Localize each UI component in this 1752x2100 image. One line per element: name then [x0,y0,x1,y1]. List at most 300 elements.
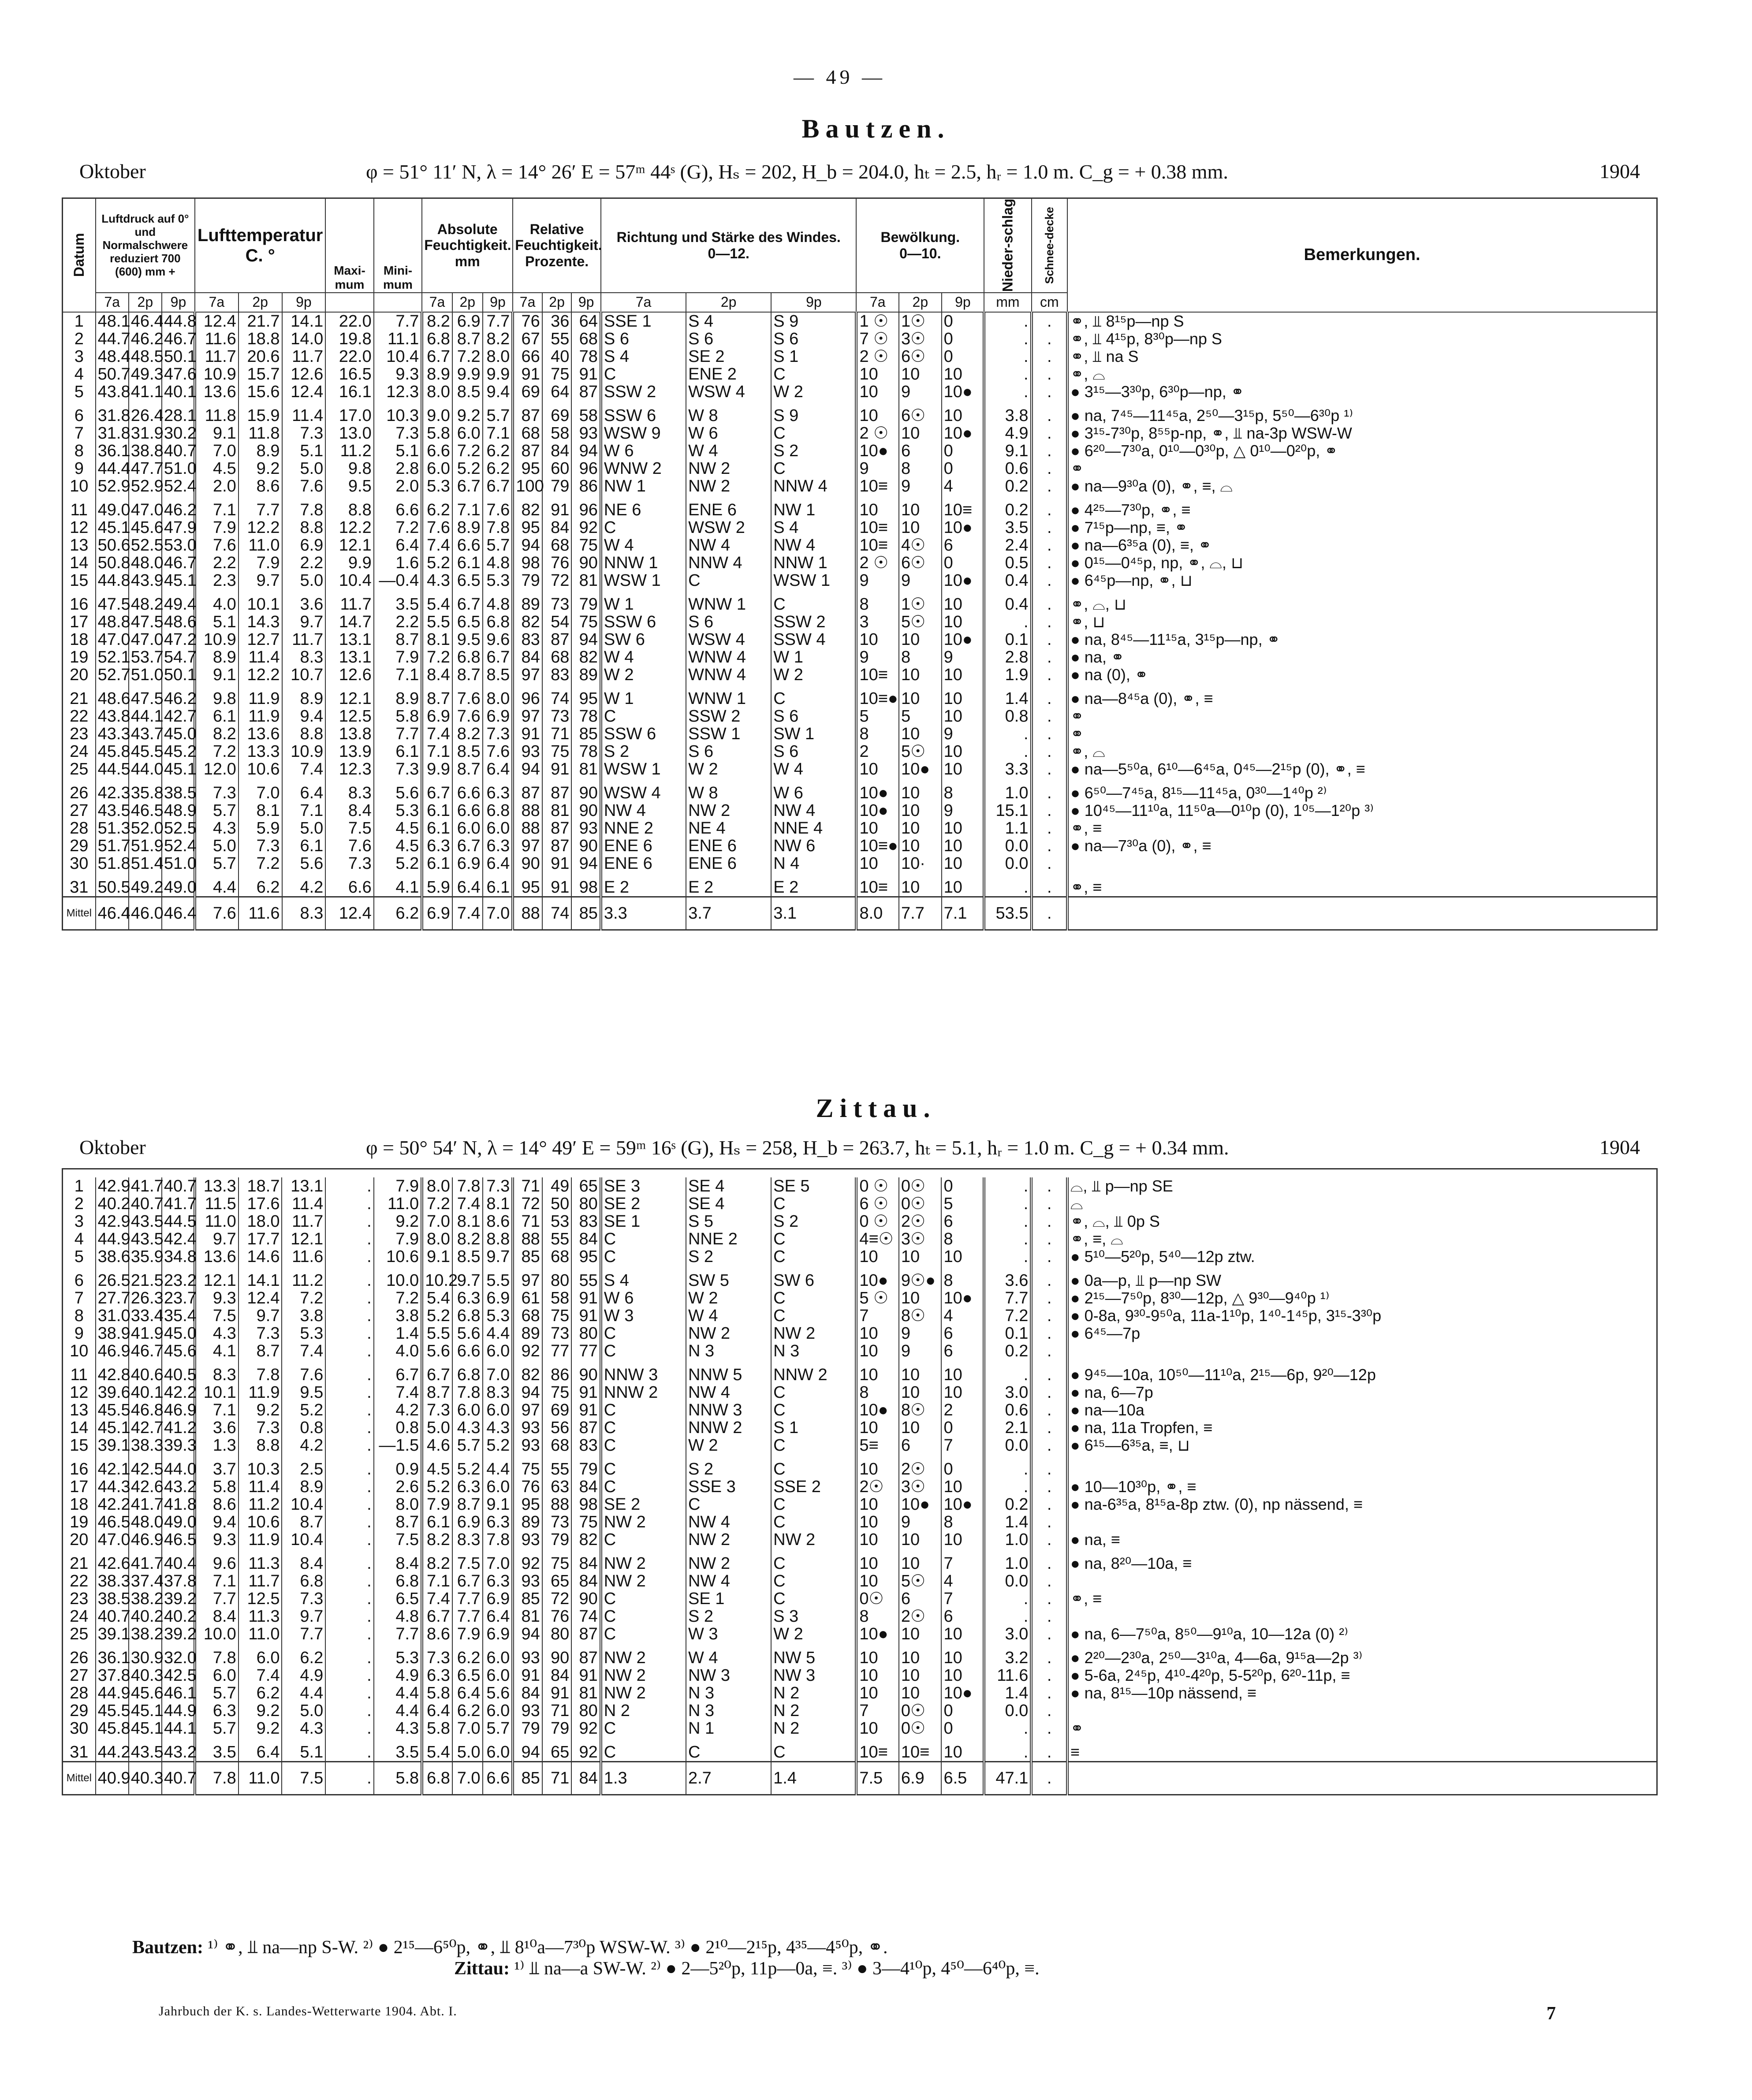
cell-t7a: 4.1 [195,1342,239,1360]
table-row [63,1342,1657,1360]
cell-r2p: 73 [542,589,572,613]
cell-b2p: 4☉ [899,536,942,554]
cell-r2p: 73 [542,1513,572,1531]
cell-r9p: 78 [571,348,601,365]
cell-t2p: 6.0 [239,1643,282,1667]
table-row [63,1248,1657,1266]
cell-b9p: 4 [941,1572,984,1590]
cell-schnee: . [1032,348,1068,365]
cell-t2p: 7.3 [239,1419,282,1437]
cell-t2p: 8.8 [239,1437,282,1454]
table-row [63,725,1657,743]
cell-r7a: 91 [513,365,542,383]
cell-b7a: 10 [856,855,899,872]
cell-a9p: 5.6 [483,1684,513,1702]
cell-tmax: . [325,1248,373,1266]
cell-r9p: 94 [571,631,601,648]
cell-r7a: 97 [513,837,542,855]
cell-r9p: 95 [571,684,601,707]
cell-lp9p: 47.9 [162,519,195,536]
cell-lp9p: 42.2 [162,1384,195,1401]
cell-datum: 23 [63,725,96,743]
cell-tmin: 4.5 [374,819,422,837]
cell-b2p: 10 [899,666,942,684]
cell-w2p: NW 2 [686,802,771,819]
cell-a2p: 5.7 [452,1437,483,1454]
cell-b9p: 10● [942,572,984,589]
signature-number: 7 [1547,2003,1556,2024]
cell-a2p: 6.6 [452,802,483,819]
cell-a7a: 6.7 [422,348,452,365]
cell-r9p: 85 [571,725,601,743]
cell-b9p: 8 [942,778,984,802]
cell-r9p: 91 [571,1289,601,1307]
cell-nied: . [984,743,1031,760]
cell-w2p: NW 2 [686,1325,771,1342]
cell-r2p: 79 [542,477,572,495]
cell-w2p: S 6 [686,743,771,760]
cell-r2p: 87 [542,837,572,855]
cell-b7a: 10● [856,442,899,460]
cell-a9p: 8.1 [483,1195,513,1213]
cell-w2p: SE 2 [686,348,771,365]
header-bewoelkung: Bewölkung. 0—10. [856,198,984,293]
cell-datum: 19 [63,1513,96,1531]
cell-b2p: 10● [899,1496,942,1513]
cell-bemerk: ● 6⁴⁵—7p [1067,1325,1657,1342]
cell-nied: 0.4 [984,589,1031,613]
cell-r9p: 96 [571,460,601,477]
cell-w9p: S 9 [771,401,856,424]
cell-r2p: 40 [542,348,572,365]
footnote-text: ¹⁾ ⚭, ⫫ na—np S-W. ²⁾ ● 2¹⁵—6⁵⁰p, ⚭, ⫫ 8¹⁰a—7³⁰p WSW-W. ³⁾ ● 2¹⁰—2¹⁵p, 4³⁵—4⁵⁰p, ⚭. [208,1937,888,1958]
cell-bemerk: ⚭, ≡, ⌓ [1067,1230,1657,1248]
cell-bemerk: ⚭, ≡ [1067,872,1657,897]
table-row [63,707,1657,725]
cell-bemerk: ⚭, ≡ [1067,1590,1657,1608]
cell-r7a: 87 [513,401,542,424]
cell-schnee: . [1032,383,1068,401]
cell-b7a: 10 [856,383,899,401]
cell-a9p: 8.0 [483,684,513,707]
cell-tmax: . [325,1360,373,1384]
cell-r7a: 95 [513,872,542,897]
cell-t7a: 9.3 [195,1531,239,1549]
cell-b9p: 0 [942,442,984,460]
year-label: 1904 [1599,1136,1640,1158]
cell-nied: . [984,1608,1031,1625]
table-row [63,1643,1657,1667]
cell-b2p: 9☉● [899,1266,942,1289]
cell-b7a: 10 [856,495,899,519]
cell-tmin: 7.4 [374,1384,422,1401]
cell-t9p: 4.2 [282,1437,325,1454]
cell-lp2p: 40.7 [129,1195,162,1213]
cell-lp9p: 42.4 [162,1230,195,1248]
cell-lp9p: 46.2 [162,684,195,707]
cell-t7a: 12.0 [195,760,239,778]
cell-lp7a: 52.1 [96,648,129,666]
cell-a9p: 7.0 [483,897,513,930]
cell-bemerk [1067,1454,1657,1478]
cell-t2p: 18.8 [239,330,282,348]
cell-w9p: E 2 [771,872,856,897]
cell-a2p: 6.8 [452,1307,483,1325]
cell-t7a: 9.7 [195,1230,239,1248]
cell-w9p: C [771,684,856,707]
cell-lp2p: 48.5 [129,348,162,365]
cell-nied: 0.0 [984,1437,1031,1454]
cell-nied: 7.2 [984,1307,1031,1325]
cell-lp7a: 46.5 [96,1513,129,1531]
cell-b9p: 10● [942,519,984,536]
cell-t9p: 12.1 [282,1230,325,1248]
cell-lp7a: 48.4 [96,348,129,365]
cell-bemerk: ● na, 7⁴⁵—11⁴⁵a, 2⁵⁰—3¹⁵p, 5⁵⁰—6³⁰p ¹⁾ [1067,401,1657,424]
cell-r2p: 65 [542,1572,572,1590]
cell-w9p: C [771,589,856,613]
cell-a2p: 6.7 [452,589,483,613]
header-luftdruck: Luftdruck auf 0° und Normalschwere reduziert 700 (600) mm + [96,198,195,293]
cell-lp9p: 45.6 [162,1342,195,1360]
cell-a9p: 6.0 [483,1643,513,1667]
cell-nied: . [984,1454,1031,1478]
cell-datum: 1 [63,312,96,330]
cell-r9p: 77 [571,1342,601,1360]
cell-b9p: 6 [942,536,984,554]
cell-t9p: 5.1 [282,1737,325,1762]
cell-r2p: 55 [542,1230,572,1248]
cell-w7a: WNW 2 [601,460,686,477]
cell-bemerk: ⚭, ≡ [1067,819,1657,837]
cell-bemerk: ● na—8⁴⁵a (0), ⚭, ≡ [1067,684,1657,707]
cell-a7a: 9.1 [422,1248,452,1266]
subheader-cell: 7a [195,293,239,312]
cell-t7a: 3.7 [195,1454,239,1478]
cell-t9p: 11.7 [282,631,326,648]
cell-b2p: 9 [899,1342,942,1360]
cell-a7a: 6.9 [422,707,452,725]
cell-nied: 0.0 [984,1702,1031,1720]
page-number: — 49 — [794,66,886,88]
cell-b9p: 10● [941,1289,984,1307]
cell-w9p: S 1 [771,348,856,365]
table-row [63,666,1657,684]
cell-a7a: 6.3 [422,1667,452,1684]
cell-r2p: 75 [542,1384,572,1401]
cell-w9p: N 4 [771,855,856,872]
cell-a7a: 8.9 [422,365,452,383]
cell-t9p: 10.7 [282,666,326,684]
cell-lp2p: 38.8 [129,442,162,460]
cell-lp9p: 48.6 [162,613,195,631]
journal-line: Jahrbuch der K. s. Landes-Wetterwarte 1904. Abt. I. [159,2004,457,2018]
cell-w7a: C [601,1608,686,1625]
cell-r7a: 85 [513,1762,542,1795]
cell-schnee: . [1031,1454,1067,1478]
cell-schnee: . [1031,1248,1067,1266]
cell-datum: 15 [63,1437,96,1454]
cell-w7a: NE 6 [601,495,686,519]
cell-tmax: 9.9 [325,554,373,572]
cell-lp2p: 37.4 [129,1572,162,1590]
cell-tmin: 7.9 [374,1230,422,1248]
cell-w2p: W 4 [686,442,771,460]
cell-tmin: 10.0 [374,1266,422,1289]
subheader-cell: 7a [513,293,542,312]
cell-datum: 29 [63,1702,96,1720]
cell-lp9p: 46.2 [162,495,195,519]
cell-bemerk: ● na, ⚭ [1067,648,1657,666]
cell-b7a: 10 [856,365,899,383]
cell-w9p: N 2 [771,1684,856,1702]
cell-datum: 6 [63,401,96,424]
cell-a9p: 4.4 [483,1325,513,1342]
cell-b2p: 1☉ [899,312,942,330]
cell-b7a: 10 [856,1454,899,1478]
cell-lp9p: 46.7 [162,330,195,348]
cell-b9p: 10 [942,666,984,684]
cell-a9p: 5.7 [483,401,513,424]
cell-r7a: 97 [513,1266,542,1289]
cell-w9p: NW 6 [771,837,856,855]
cell-a7a: 5.4 [422,1737,452,1762]
cell-a7a: 8.0 [422,383,452,401]
cell-datum: 26 [63,778,96,802]
cell-a2p: 8.2 [452,1230,483,1248]
cell-bemerk: ● 2²⁰—2³⁰a, 2⁵⁰—3¹⁰a, 4—6a, 9¹⁵a—2p ³⁾ [1067,1643,1657,1667]
cell-r2p: 71 [542,725,572,743]
cell-nied: 1.0 [984,1549,1031,1572]
cell-t2p: 21.7 [239,312,282,330]
cell-t7a: 7.1 [195,495,239,519]
cell-a9p: 8.3 [483,1384,513,1401]
cell-t7a: 8.6 [195,1496,239,1513]
cell-w9p: W 2 [771,666,856,684]
cell-tmax: 13.1 [325,631,373,648]
cell-t9p: 13.1 [282,1177,325,1195]
cell-t2p: 12.2 [239,666,282,684]
cell-t9p: 11.2 [282,1266,325,1289]
cell-tmax: . [325,1762,373,1795]
cell-lp9p: 28.1 [162,401,195,424]
cell-t9p: 6.8 [282,1572,325,1590]
cell-t2p: 10.3 [239,1454,282,1478]
cell-tmin: 4.8 [374,1608,422,1625]
cell-bemerk: ⚭, ⊔ [1067,613,1657,631]
cell-t9p: 8.3 [282,648,326,666]
cell-b9p: 7.1 [942,897,984,930]
cell-nied: 0.4 [984,572,1031,589]
cell-t7a: 12.4 [195,312,239,330]
cell-schnee: . [1032,743,1068,760]
cell-r2p: 75 [542,1549,572,1572]
cell-datum: 18 [63,1496,96,1513]
cell-b7a: 10≡ [856,477,899,495]
cell-b7a: 10 [856,760,899,778]
cell-a2p: 6.4 [452,1684,483,1702]
cell-tmin: 7.3 [374,760,422,778]
cell-b7a: 10● [856,802,899,819]
cell-bemerk: ● na, 8⁴⁵—11¹⁵a, 3¹⁵p—np, ⚭ [1067,631,1657,648]
cell-a7a: 5.9 [422,872,452,897]
cell-b7a: 5 [856,707,899,725]
cell-w2p: NW 2 [686,477,771,495]
cell-datum: 6 [63,1266,96,1289]
subheader-cell: 9p [162,293,195,312]
cell-a2p: 6.5 [452,1667,483,1684]
cell-t2p: 6.4 [239,1737,282,1762]
cell-a2p: 9.9 [452,365,483,383]
cell-t2p: 11.9 [239,1384,282,1401]
cell-b7a: 10≡ [856,666,899,684]
cell-b2p: 0☉ [899,1702,942,1720]
cell-schnee: . [1032,707,1068,725]
cell-lp9p: 52.4 [162,837,195,855]
cell-a7a: 9.9 [422,760,452,778]
cell-tmax: . [325,1401,373,1419]
cell-datum: 20 [63,666,96,684]
cell-b7a: 10● [856,778,899,802]
cell-b9p: 0 [942,312,984,330]
cell-datum: 2 [63,330,96,348]
cell-b7a: 10≡ [856,519,899,536]
cell-tmin: 7.7 [374,1625,422,1643]
cell-lp7a: 45.8 [96,1720,129,1737]
cell-nied: 1.9 [984,666,1031,684]
cell-r7a: 71 [513,1213,542,1230]
cell-schnee: . [1032,442,1068,460]
cell-r2p: 76 [542,554,572,572]
cell-lp2p: 30.9 [129,1643,162,1667]
cell-bemerk: ● 3¹⁵—3³⁰p, 6³⁰p—np, ⚭ [1067,383,1657,401]
cell-nied: 3.5 [984,519,1031,536]
cell-nied: . [984,330,1031,348]
cell-bemerk: ● 7¹⁵p—np, ≡, ⚭ [1067,519,1657,536]
table-row [63,554,1657,572]
cell-bemerk: ● na, 6—7p [1067,1384,1657,1401]
cell-r9p: 93 [571,819,601,837]
cell-b2p: 5☉ [899,1572,942,1590]
cell-nied: 4.9 [984,424,1031,442]
cell-w7a: S 2 [601,743,686,760]
cell-t7a: 5.1 [195,613,239,631]
cell-lp9p: 39.2 [162,1590,195,1608]
subheader-cell: 9p [942,293,984,312]
cell-b7a: 10 [856,1549,899,1572]
cell-lp2p: 48.2 [129,589,162,613]
cell-bemerk: ● 6⁴⁵p—np, ⚭, ⊔ [1067,572,1657,589]
cell-lp7a: 38.6 [96,1248,129,1266]
cell-a9p: 6.1 [483,872,513,897]
cell-lp7a: 40.7 [96,1608,129,1625]
cell-t2p: 15.6 [239,383,282,401]
cell-a7a: 4.3 [422,572,452,589]
cell-t9p: 4.3 [282,1720,325,1737]
cell-lp9p: 50.1 [162,666,195,684]
cell-r9p: 75 [571,1513,601,1531]
cell-a2p: 6.2 [452,1643,483,1667]
cell-r2p: 71 [542,1762,572,1795]
cell-tmax: 6.6 [325,872,373,897]
cell-w9p: SW 1 [771,725,856,743]
cell-datum: 13 [63,536,96,554]
cell-a2p: 7.4 [452,897,483,930]
cell-b7a: 10 [856,1325,899,1342]
cell-b9p: 10 [942,760,984,778]
cell-nied: 11.6 [984,1667,1031,1684]
cell-bemerk [1067,1513,1657,1531]
cell-w9p: C [771,1437,856,1454]
cell-b7a: 7 [856,1307,899,1325]
cell-w9p: C [771,1737,856,1762]
cell-tmin: 0.9 [374,1454,422,1478]
cell-t7a: 4.5 [195,460,239,477]
cell-b9p: 9 [942,725,984,743]
cell-schnee: . [1032,330,1068,348]
cell-tmin: 7.1 [374,666,422,684]
cell-nied: 3.6 [984,1266,1031,1289]
cell-lp2p: 52.5 [129,536,162,554]
cell-a7a: 8.7 [422,684,452,707]
cell-b7a: 10 [856,1531,899,1549]
cell-a9p: 7.3 [483,1177,513,1195]
cell-tmax: . [325,1496,373,1513]
cell-t7a: 9.8 [195,684,239,707]
cell-lp7a: 45.5 [96,1702,129,1720]
cell-bemerk: ● 6¹⁵—6³⁵a, ≡, ⊔ [1067,1437,1657,1454]
cell-r9p: 85 [571,897,601,930]
table-row [63,1478,1657,1496]
cell-w9p: SSE 2 [771,1478,856,1496]
cell-w7a: NW 2 [601,1643,686,1667]
cell-nied: . [984,613,1031,631]
cell-t2p: 11.0 [239,1625,282,1643]
cell-w9p: SE 5 [771,1177,856,1195]
cell-tmax: . [325,1342,373,1360]
table-row [63,1667,1657,1684]
cell-t9p: 10.4 [282,1496,325,1513]
cell-b9p: 0 [941,1702,984,1720]
cell-datum: 23 [63,1590,96,1608]
cell-lp9p: 46.4 [162,897,195,930]
cell-bemerk: ≡ [1067,1737,1657,1762]
cell-a7a: 8.6 [422,1625,452,1643]
cell-b9p: 8 [941,1266,984,1289]
cell-lp2p: 51.9 [129,837,162,855]
cell-b9p: 9 [942,802,984,819]
cell-a2p: 5.6 [452,1325,483,1342]
cell-tmax: . [325,1195,373,1213]
cell-r7a: 93 [513,1702,542,1720]
cell-t9p: 5.0 [282,572,326,589]
cell-t7a: 13.6 [195,1248,239,1266]
table-row [63,802,1657,819]
cell-r9p: 84 [571,1549,601,1572]
cell-b9p: 10 [942,365,984,383]
table-row [63,348,1657,365]
cell-w2p: S 2 [686,1248,771,1266]
cell-a2p: 8.5 [452,383,483,401]
cell-datum: 28 [63,1684,96,1702]
cell-lp7a: 51.3 [96,819,129,837]
cell-lp9p: 53.0 [162,536,195,554]
cell-nied: . [984,312,1031,330]
cell-r9p: 90 [571,554,601,572]
cell-tmax: . [325,1531,373,1549]
cell-lp7a: 40.2 [96,1195,129,1213]
cell-a7a: 5.2 [422,554,452,572]
